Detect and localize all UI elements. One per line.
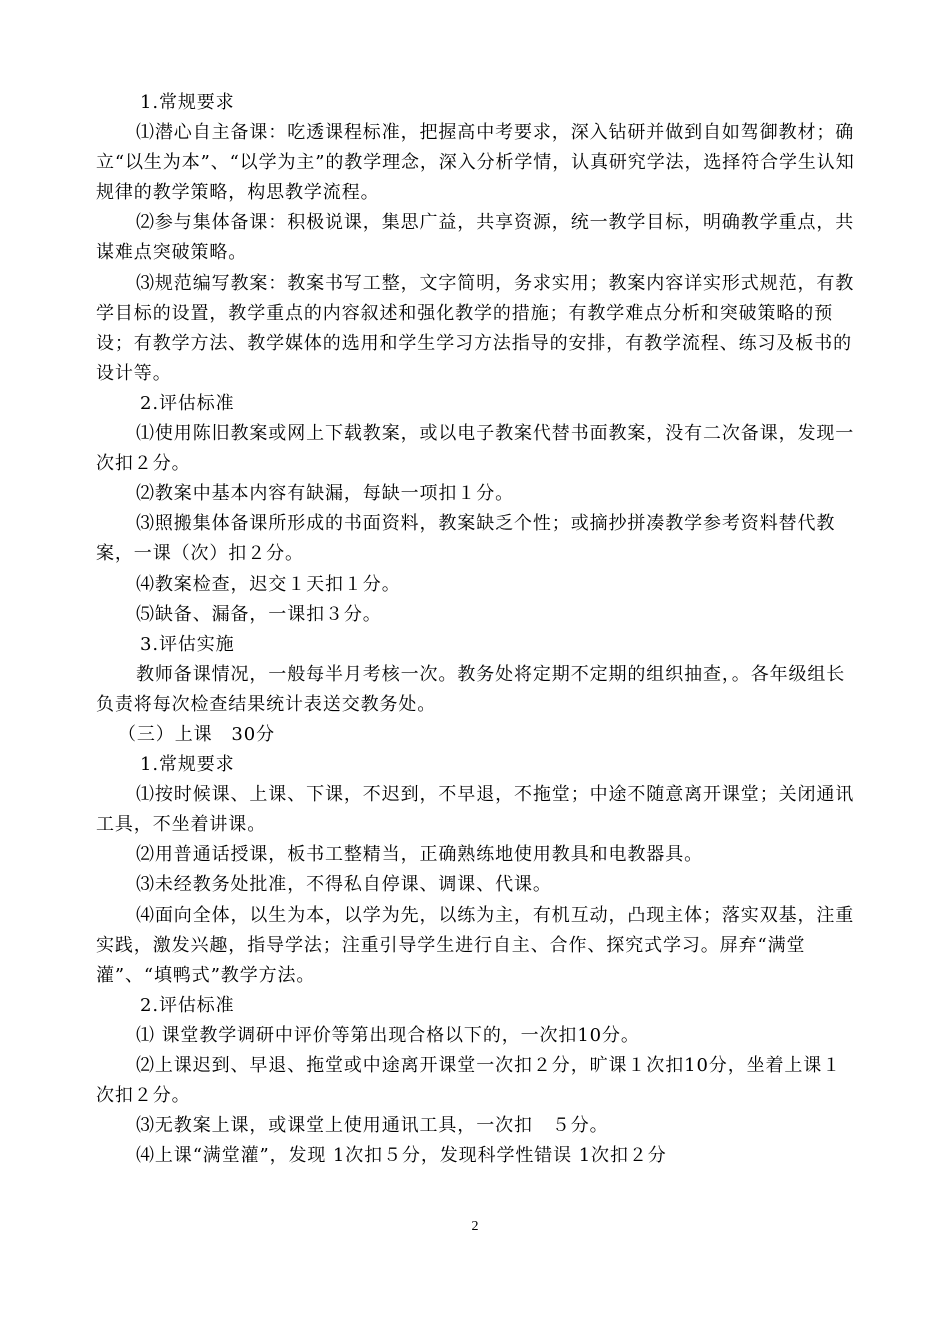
paragraph: ⑶无教案上课，或课堂上使用通讯工具，一次扣 ５分。 xyxy=(136,1115,609,1137)
paragraph: ⑷教案检查，迟交１天扣１分。 xyxy=(136,573,401,595)
paragraph: ⑴按时候课、上课、下课，不迟到，不早退，不拖堂；中途不随意离开课堂；关闭通讯工具，不坐着讲课。 xyxy=(96,784,855,836)
paragraph: ⑸缺备、漏备，一课扣３分。 xyxy=(136,603,382,625)
paragraph: ⑶规范编写教案：教案书写工整，文字简明，务求实用；教案内容详实形式规范，有教学目标的设置，教学重点的内容叙述和强化教学的措施；有教学难点分析和突破策略的预设；有教学方法、教学媒体的选用和学生学习方法指导的安排，有教学流程、练习及板书的设计等。 xyxy=(96,272,855,384)
paragraph: ⑷上课“满堂灌”，发现 1次扣５分，发现科学性错误 1次扣２分 xyxy=(136,1145,667,1167)
page-number: 2 xyxy=(471,1219,479,1234)
section-heading: 2.评估标准 xyxy=(140,392,235,414)
section-heading: （三）上课 30分 xyxy=(118,723,276,745)
section-heading: 1.常规要求 xyxy=(140,92,235,113)
paragraph: ⑵用普通话授课，板书工整精当，正确熟练地使用教具和电教器具。 xyxy=(136,844,703,866)
paragraph: ⑴潜心自主备课：吃透课程标准，把握高中考要求，深入钻研并做到自如驾御教材；确立“以生为本”、“以学为主”的教学理念，深入分析学情，认真研究学法，选择符合学生认知规律的教学策略，构思教学流程。 xyxy=(96,122,855,204)
paragraph: ⑵参与集体备课：积极说课，集思广益，共享资源，统一教学目标，明确教学重点，共谋难点突破策略。 xyxy=(96,212,855,264)
paragraph: ⑵教案中基本内容有缺漏，每缺一项扣１分。 xyxy=(136,483,514,505)
document-body xyxy=(96,88,856,1171)
paragraph: ⑴使用陈旧教案或网上下载教案，或以电子教案代替书面教案，没有二次备课，发现一次扣２分。 xyxy=(96,423,855,475)
paragraph: ⑴ 课堂教学调研中评价等第出现合格以下的，一次扣10分。 xyxy=(136,1024,640,1046)
section-heading: 3.评估实施 xyxy=(140,633,235,655)
section-heading: 2.评估标准 xyxy=(140,994,235,1016)
paragraph: ⑶照搬集体备课所形成的书面资料，教案缺乏个性；或摘抄拼凑教学参考资料替代教案，一课（次）扣２分。 xyxy=(96,513,836,565)
paragraph: ⑷面向全体，以生为本，以学为先，以练为主，有机互动，凸现主体；落实双基，注重实践，激发兴趣，指导学法；注重引导学生进行自主、合作、探究式学习。屏弃“满堂灌”、“填鸭式”教学方法。 xyxy=(96,904,855,986)
paragraph: 教师备课情况，一般每半月考核一次。教务处将定期不定期的组织抽查，。各年级组长负责将每次检查结果统计表送交教务处。 xyxy=(96,663,846,715)
section-heading: 1.常规要求 xyxy=(140,754,235,776)
paragraph: ⑶未经教务处批准，不得私自停课、调课、代课。 xyxy=(136,874,552,896)
paragraph: ⑵上课迟到、早退、拖堂或中途离开课堂一次扣２分，旷课１次扣10分，坐着上课１次扣２分。 xyxy=(96,1055,842,1107)
